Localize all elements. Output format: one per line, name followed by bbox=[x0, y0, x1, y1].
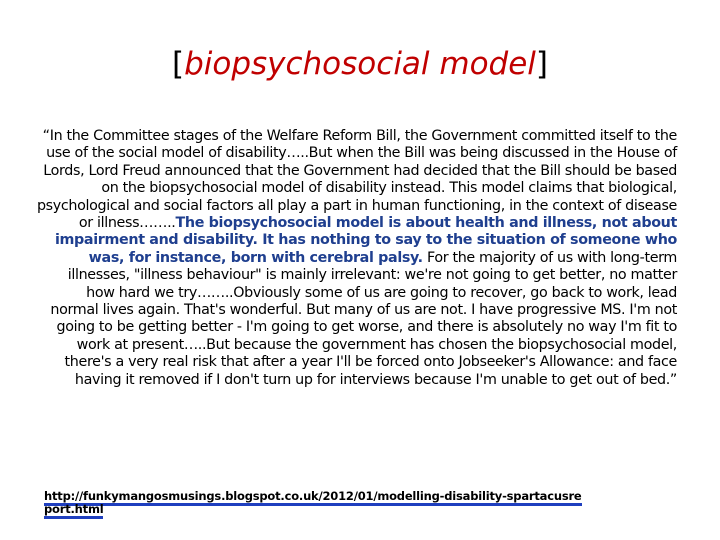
title-close-bracket: ] bbox=[535, 46, 549, 82]
source-link[interactable]: http://funkymangosmusings.blogspot.co.uk/2012/01/modelling-disability-spartacusreport.html bbox=[44, 489, 582, 519]
quote-text-part1: “In the Committee stages of the Welfare Reform Bill, the Government committed itself to the use of the social model of disability…..But when the Bill was being discussed in the House of Lords, Lord Freud announced that the Government had decided that the Bill should be based on the biopsychosocial model of disability instead. This model claims that biological, psychological and social factors all play a part in human functioning, in the context of disease or illness…….. bbox=[36, 128, 677, 232]
slide-title bbox=[0, 44, 720, 84]
title-open-bracket: [ bbox=[171, 46, 185, 82]
quote-emphasis: The biopsychosocial model is about health and illness, not about impairment and disability. It has nothing to say to the situation of someone who was, for instance, born with cerebral palsy. bbox=[54, 215, 677, 266]
quote-paragraph bbox=[36, 128, 677, 389]
quote-text-part2: For the majority of us with long-term illnesses, "illness behaviour" is mainly irrelevant: we're not going to get better, no matter how hard we try……..Obviously some of us are going to recover, go back to work, lead normal lives again. That's wonderful. But many of us are not. I have progressive MS. I'm not going to be getting better - I'm going to get worse, and there is absolutely no way I'm fit to work at present…..But because the government has chosen the biopsychosocial model, there's a very real risk that after a year I'll be forced onto Jobseeker's Allowance: and face having it removed if I don't turn up for interviews because I'm unable to get out of bed.” bbox=[50, 249, 677, 388]
source-citation bbox=[44, 490, 584, 516]
title-text: biopsychosocial model bbox=[184, 46, 536, 82]
